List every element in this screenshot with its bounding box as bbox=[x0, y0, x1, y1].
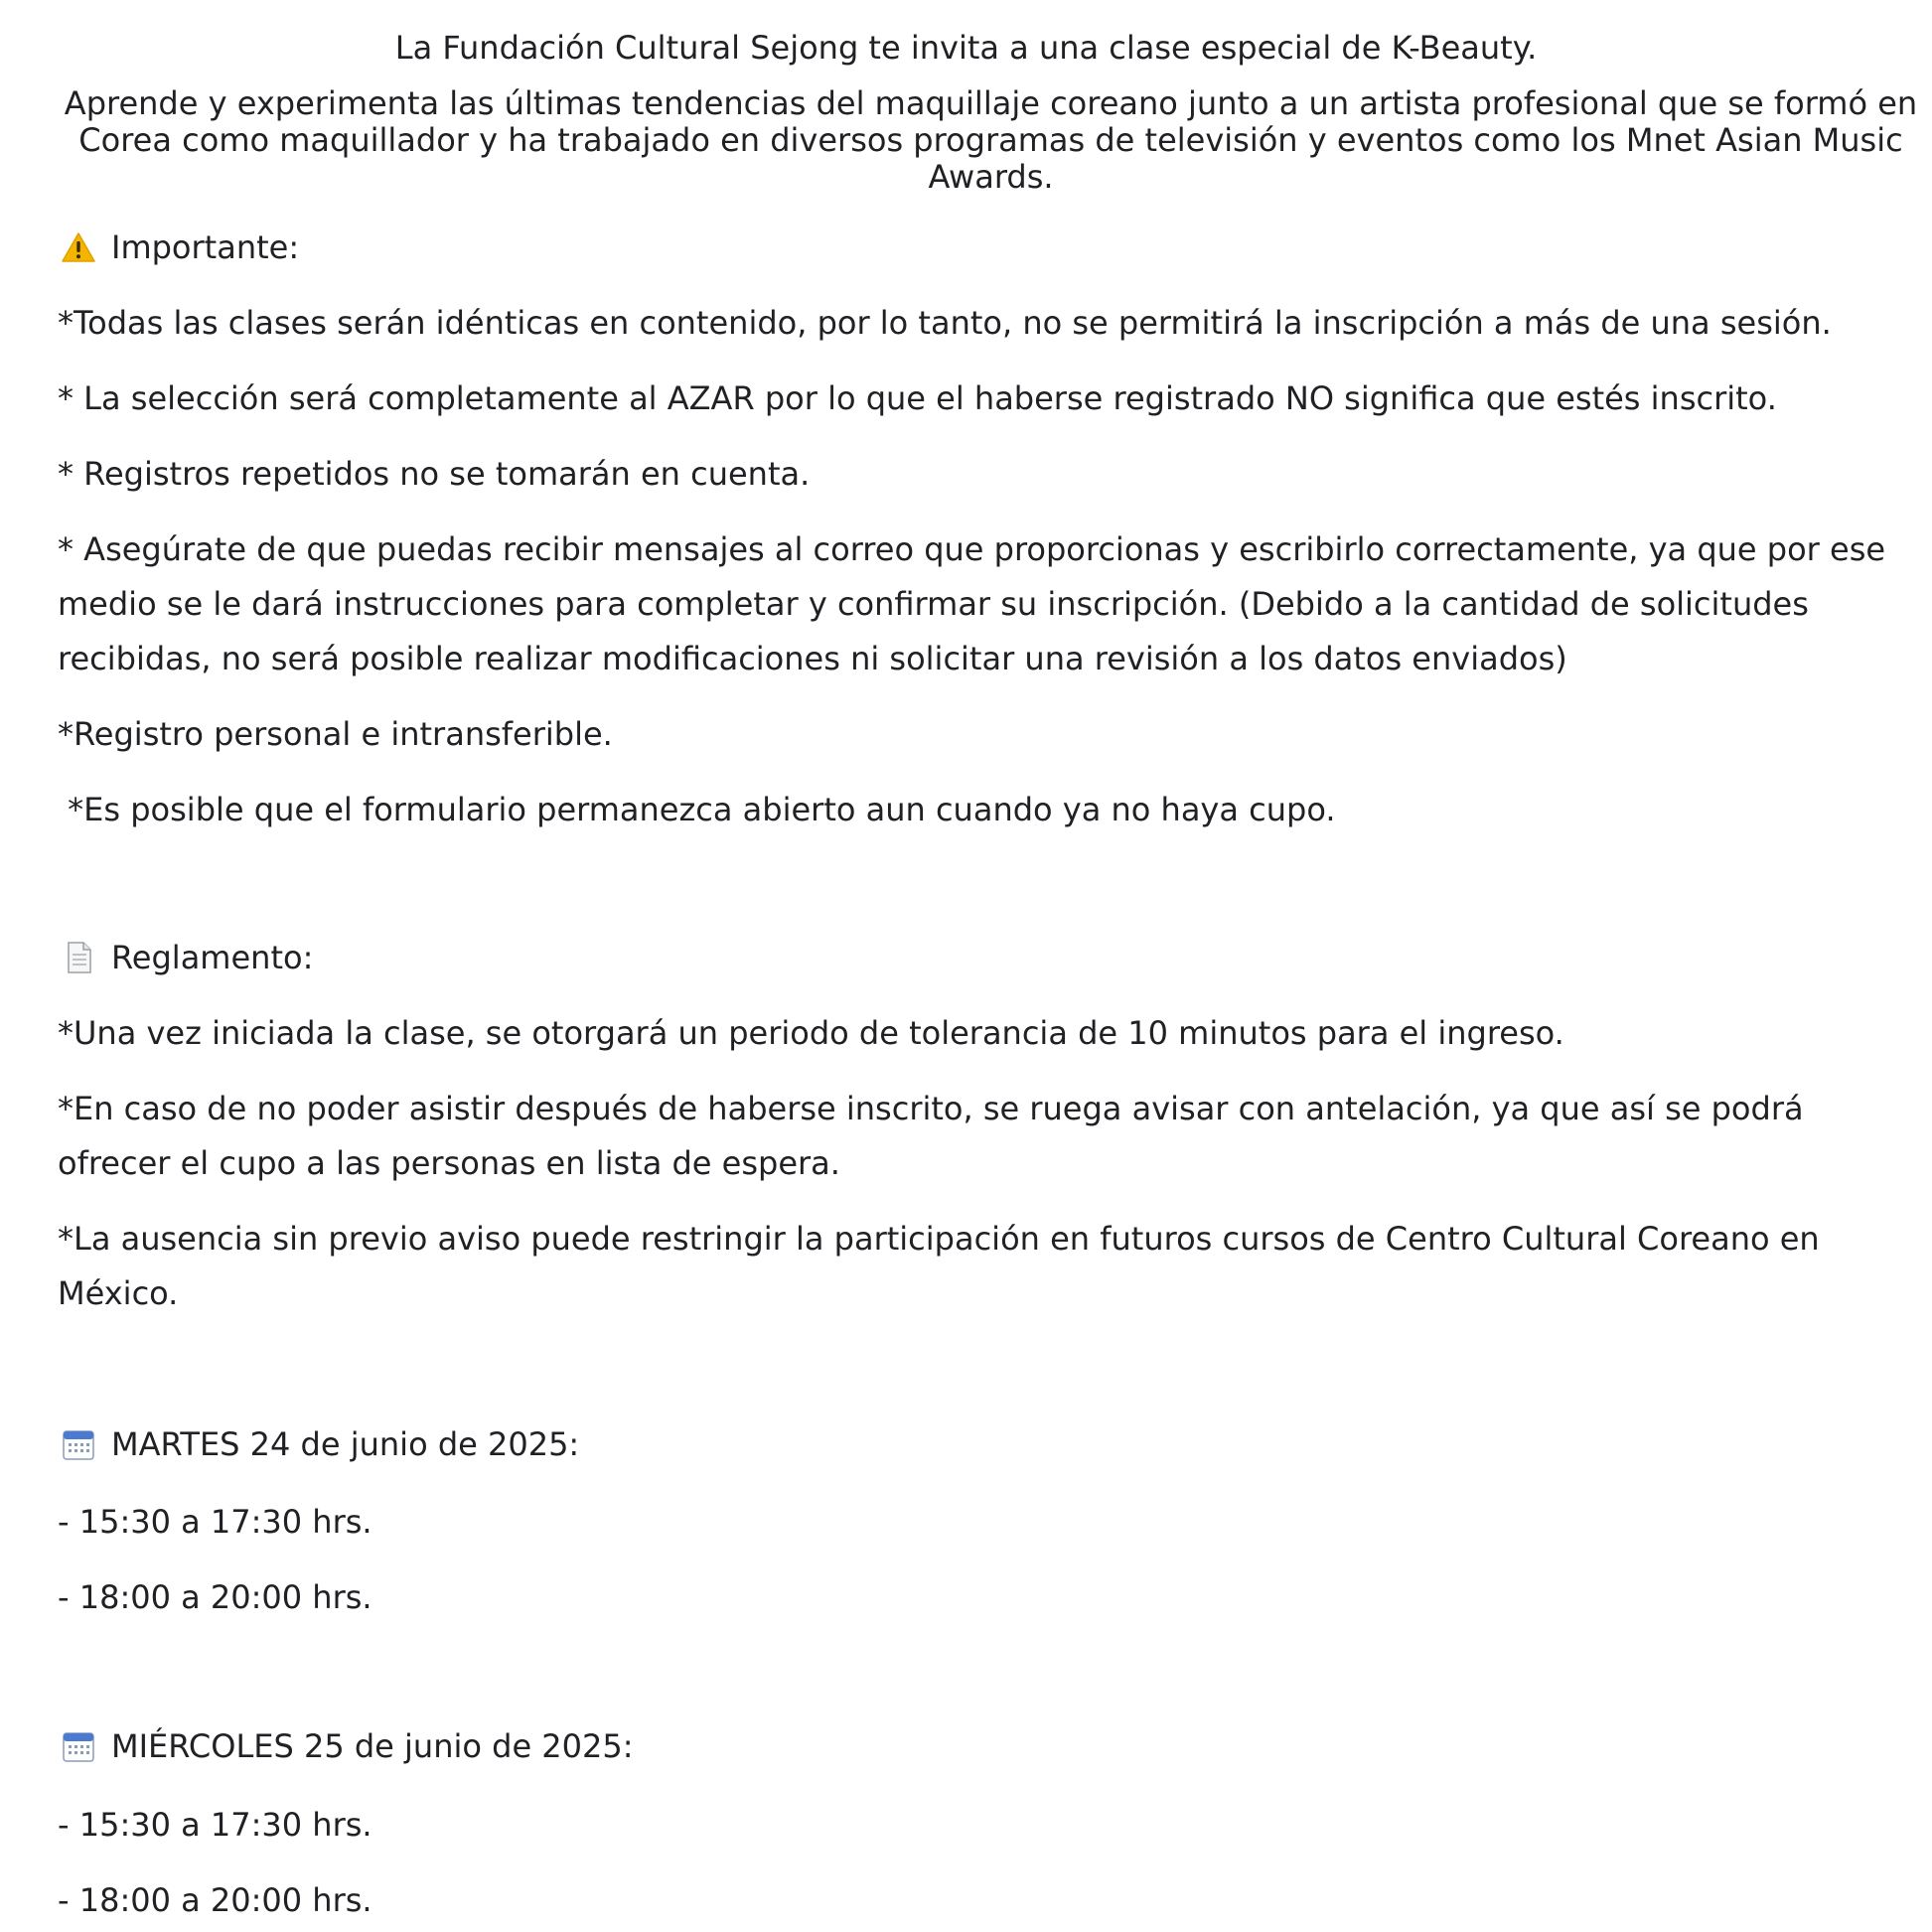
schedule-slot: - 15:30 a 17:30 hrs. bbox=[58, 1503, 372, 1541]
reglamento-item: *En caso de no poder asistir después de haberse inscrito, se ruega avisar con antelación, ya que así se podrá ofrecer el cupo a las personas en lista de espera. bbox=[58, 1090, 1804, 1182]
importante-item: * La selección será completamente al AZAR por lo que el haberse registrado NO significa que estés inscrito. bbox=[58, 379, 1777, 417]
importante-item: * Registros repetidos no se tomarán en cuenta. bbox=[58, 455, 811, 493]
importante-item: * Asegúrate de que puedas recibir mensajes al correo que proporcionas y escribirlo correctamente, ya que por ese medio se le dará instrucciones para completar y confirmar su inscripción. (Debido a la cantidad de solicitudes recibidas, no será posible realizar modificaciones ni solicitar una revisión a los datos enviados) bbox=[58, 530, 1886, 677]
intro-title: La Fundación Cultural Sejong te invita a una clase especial de K-Beauty. bbox=[394, 29, 1538, 67]
calendar-icon bbox=[60, 1727, 97, 1765]
schedule-slot: - 18:00 a 20:00 hrs. bbox=[58, 1881, 372, 1919]
schedule-slot: - 18:00 a 20:00 hrs. bbox=[58, 1578, 372, 1616]
reglamento-item: *La ausencia sin previo aviso puede restringir la participación en futuros cursos de Centro Cultural Coreano en México. bbox=[58, 1220, 1820, 1312]
schedule-day-row bbox=[60, 1726, 634, 1766]
document-icon bbox=[60, 939, 97, 976]
importante-item: *Registro personal e intransferible. bbox=[58, 715, 613, 753]
calendar-icon bbox=[60, 1425, 97, 1463]
schedule-date: MARTES 24 de junio de 2025: bbox=[111, 1425, 580, 1463]
importante-heading-row bbox=[60, 227, 299, 267]
reglamento-item: *Una vez iniciada la clase, se otorgará un periodo de tolerancia de 10 minutos para el ingreso. bbox=[58, 1014, 1564, 1052]
schedule-day-row bbox=[60, 1424, 579, 1464]
schedule-slot: - 15:30 a 17:30 hrs. bbox=[58, 1806, 372, 1844]
importante-heading: Importante: bbox=[111, 228, 300, 266]
reglamento-heading-row bbox=[60, 938, 313, 977]
importante-item: *Todas las clases serán idénticas en contenido, por lo tanto, no se permitirá la inscripción a más de una sesión. bbox=[58, 304, 1832, 342]
reglamento-heading: Reglamento: bbox=[111, 939, 314, 976]
schedule-date: MIÉRCOLES 25 de junio de 2025: bbox=[111, 1727, 634, 1765]
warning-icon bbox=[60, 228, 97, 266]
importante-item: *Es posible que el formulario permanezca abierto aun cuando ya no haya cupo. bbox=[58, 791, 1336, 828]
intro-body: Aprende y experimenta las últimas tendencias del maquillaje coreano junto a un artista profesional que se formó en Corea como maquillador y ha trabajado en diversos programas de televisión y eventos como los Mnet Asian Music Awards. bbox=[64, 84, 1918, 196]
